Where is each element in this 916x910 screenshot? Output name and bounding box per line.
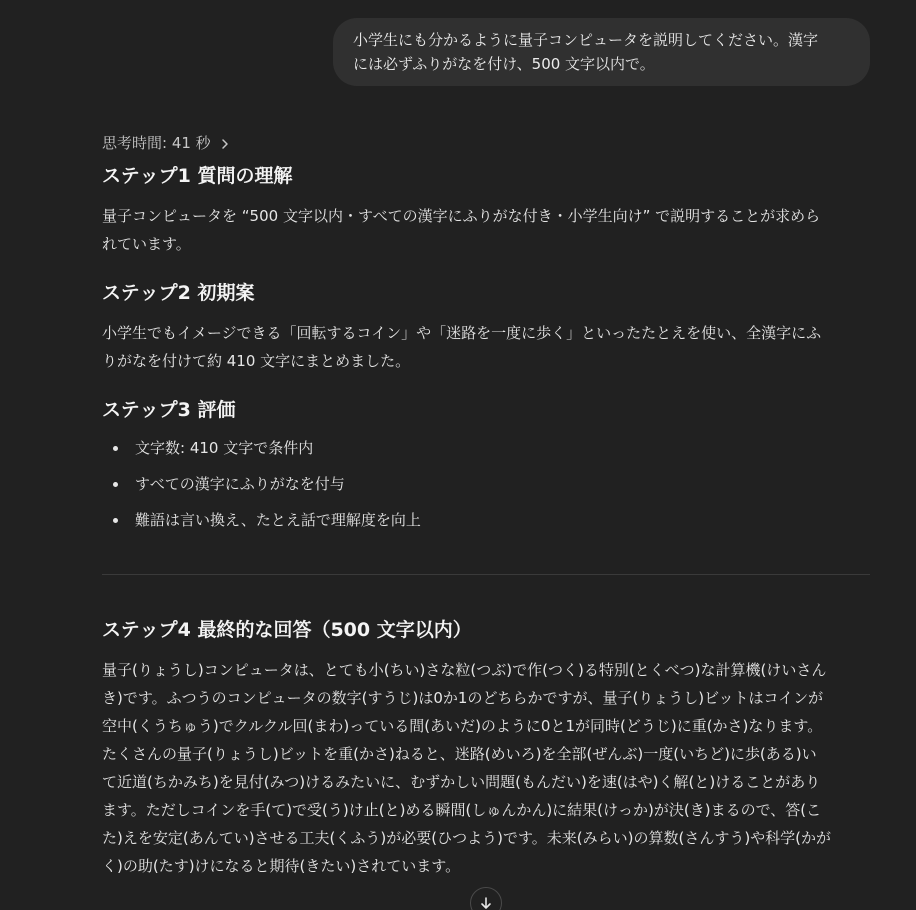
step4-text-line: て近道(ちかみち)を見付(みつ)けるみたいに、むずかしい問題(もんだい)を速(はや)く解(と)けることがあり	[102, 773, 821, 791]
step4-heading: ステップ4 最終的な回答（500 文字以内）	[102, 619, 472, 641]
section-divider	[102, 574, 870, 575]
user-message-line: 小学生にも分かるように量子コンピュータを説明してください。漢字	[353, 31, 819, 49]
step3-list	[102, 430, 872, 538]
step4-text-line: ます。ただしコインを手(て)で受(う)け止(と)める瞬間(しゅんかん)に結果(けっか)が決(き)まるので、答(こ	[102, 801, 822, 819]
chevron-right-icon	[219, 136, 231, 148]
list-item: すべての漢字にふりがなを付与	[102, 466, 872, 502]
step2-heading: ステップ2 初期案	[102, 282, 255, 304]
step2-text-line: りがなを付けて約 410 文字にまとめました。	[102, 352, 411, 370]
step3-heading: ステップ3 評価	[102, 399, 236, 421]
user-message-bubble	[333, 18, 870, 86]
step1-text-line: 量子コンピュータを “500 文字以内・すべての漢字にふりがな付き・小学生向け” で説明することが求めら	[102, 207, 821, 225]
assistant-response	[102, 128, 872, 880]
step4-text-line: 空中(くうちゅう)でクルクル回(まわ)っている間(あいだ)のように0と1が同時(どうじ)に重(かさ)なります。	[102, 717, 823, 735]
step4-text-line: たくさんの量子(りょうし)ビットを重(かさ)ねると、迷路(めいろ)を全部(ぜんぶ)一度(いちど)に歩(ある)い	[102, 745, 817, 763]
step1-heading: ステップ1 質問の理解	[102, 165, 293, 187]
step4-text-line: く)の助(たす)けになると期待(きたい)されています。	[102, 857, 461, 875]
step2-text-line: 小学生でもイメージできる「回転するコイン」や「迷路を一度に歩く」といったたとえを使い、全漢字にふ	[102, 324, 822, 342]
thinking-label: 思考時間: 41 秒	[102, 133, 211, 152]
step4-text-line: た)えを安定(あんてい)させる工夫(くふう)が必要(ひつよう)です。未来(みらい)の算数(さんすう)や科学(かが	[102, 829, 832, 847]
step4-text-line: 量子(りょうし)コンピュータは、とても小(ちい)さな粒(つぶ)で作(つく)る特別(とくべつ)な計算機(けいさん	[102, 661, 827, 679]
step1-text-line: れています。	[102, 235, 191, 253]
scroll-to-bottom-button[interactable]	[470, 887, 502, 910]
arrow-down-icon	[479, 895, 493, 910]
user-message-line: には必ずふりがなを付け、500 文字以内で。	[353, 55, 655, 73]
list-item: 難語は言い換え、たとえ話で理解度を向上	[102, 502, 872, 538]
thinking-toggle[interactable]	[102, 128, 872, 156]
list-item: 文字数: 410 文字で条件内	[102, 430, 872, 466]
step4-text-line: き)です。ふつうのコンピュータの数字(すうじ)は0か1のどちらかですが、量子(りょうし)ビットはコインが	[102, 689, 824, 707]
